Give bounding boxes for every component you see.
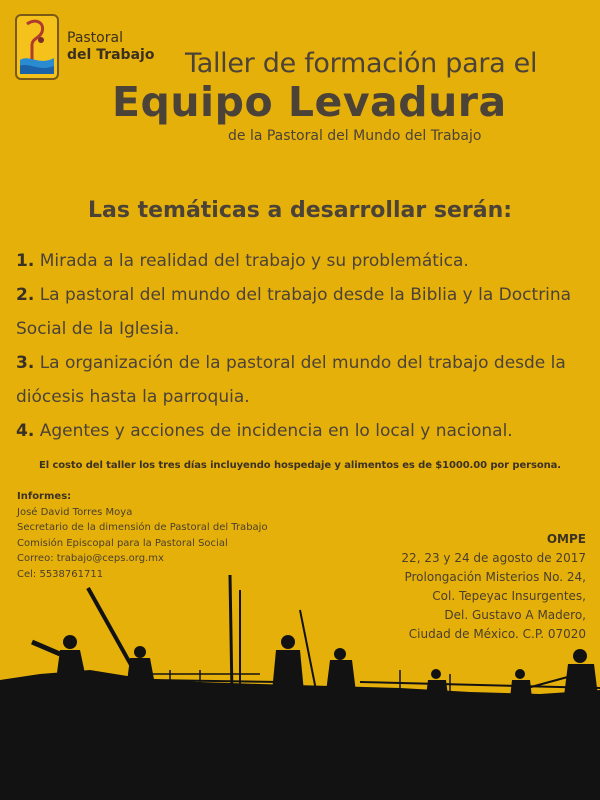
topic-text: Mirada a la realidad del trabajo y su problemática.: [34, 251, 469, 271]
topics-list: [16, 244, 590, 448]
title-line1: Taller de formación para el: [185, 48, 538, 79]
topic-text: La pastoral del mundo del trabajo desde la Biblia y la Doctrina Social de la Iglesia.: [16, 285, 572, 339]
list-item: [16, 244, 590, 278]
venue-address-line1: Prolongación Misterios No. 24,: [404, 570, 586, 584]
cost-note: El costo del taller los tres días incluyendo hospedaje y alimentos es de $1000.00 por persona.: [39, 460, 561, 471]
contact-role: Secretario de la dimensión de Pastoral del Trabajo: [17, 522, 268, 534]
topic-text: Agentes y acciones de incidencia en lo local y nacional.: [34, 421, 513, 441]
page-title: Equipo Levadura: [112, 78, 507, 126]
contact-org: Comisión Episcopal para la Pastoral Social: [17, 537, 228, 549]
topic-text: La organización de la pastoral del mundo del trabajo desde la diócesis hasta la parroquia.: [16, 353, 566, 407]
contact-info: [17, 489, 268, 583]
topic-number: 4.: [16, 421, 35, 441]
topic-number: 1.: [16, 251, 35, 271]
contact-name: José David Torres Moya: [17, 506, 133, 518]
contact-email: Correo: trabajo@ceps.org.mx: [17, 553, 164, 565]
list-item: [16, 414, 590, 448]
venue-address-line4: Ciudad de México. C.P. 07020: [408, 627, 586, 641]
topic-number: 3.: [16, 353, 35, 373]
title-subtitle: de la Pastoral del Mundo del Trabajo: [228, 128, 482, 144]
pastoral-logo: [15, 14, 155, 84]
venue-name: OMPE: [546, 532, 586, 546]
topic-number: 2.: [16, 285, 35, 305]
venue-address-line3: Del. Gustavo A Madero,: [444, 608, 586, 622]
list-item: [16, 346, 590, 414]
workers-silhouette-illustration: [0, 570, 600, 800]
logo-text-line1: Pastoral: [67, 30, 123, 46]
contact-phone: Cel: 5538761711: [17, 568, 104, 580]
contact-label: Informes:: [17, 491, 72, 502]
venue-dates: 22, 23 y 24 de agosto de 2017: [401, 551, 586, 565]
logo-text-line2: del Trabajo: [67, 47, 155, 63]
list-item: [16, 278, 590, 346]
venue-address-line2: Col. Tepeyac Insurgentes,: [432, 589, 586, 603]
topics-heading: Las temáticas a desarrollar serán:: [87, 198, 513, 223]
pastoral-logo-icon: [15, 14, 59, 80]
